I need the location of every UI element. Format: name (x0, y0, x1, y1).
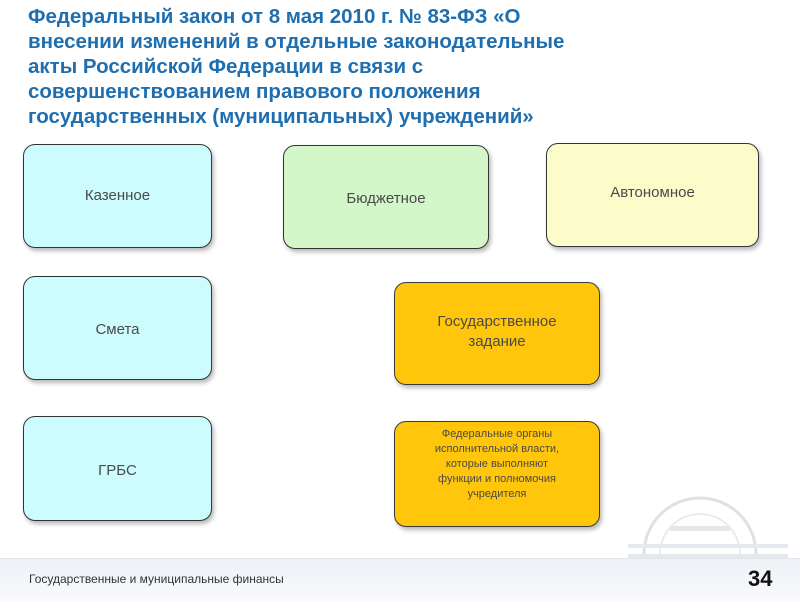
box-smeta: Смета (23, 276, 212, 380)
slide-title: Федеральный закон от 8 мая 2010 г. № 83-ФЗ «О внесении изменений в отдельные законодательные акты Российской Федерации в связи с совершенствованием правового положения государственных (муниципальных) учреждений» (28, 5, 565, 128)
box-gos-zadanie: Государственное задание (394, 282, 600, 385)
box-kazennoe: Казенное (23, 144, 212, 248)
box-avtonomnoe: Автономное (546, 143, 759, 247)
box-byudzhetnoe: Бюджетное (283, 145, 489, 249)
footer-text: Государственные и муниципальные финансы (29, 572, 284, 586)
page-number: 34 (748, 566, 773, 591)
box-federal-organs: Федеральные органы исполнительной власти, которые выполняют функции и полномочия учредителя (394, 421, 600, 527)
box-grbs: ГРБС (23, 416, 212, 521)
